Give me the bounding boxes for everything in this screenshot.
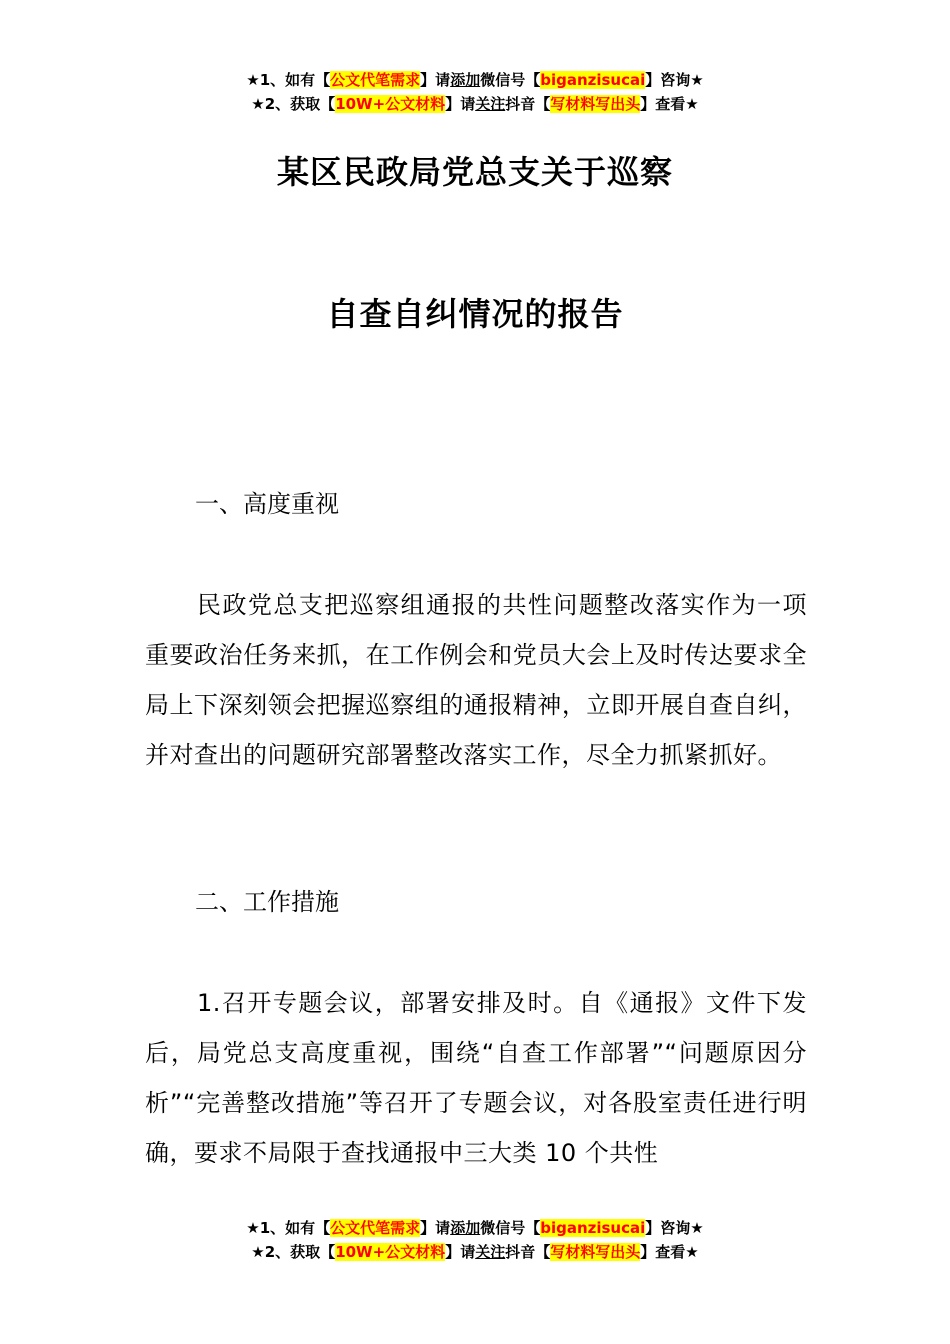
banner-highlight: 公文代笔需求 [330, 71, 421, 89]
banner-text: 】查看★ [640, 95, 699, 113]
banner-text: 抖音【 [505, 95, 551, 113]
banner-text: ★2、获取【 [251, 1243, 336, 1261]
section-paragraph: 民政党总支把巡察组通报的共性问题整改落实作为一项重要政治任务来抓，在工作例会和党员大会上及时传达要求全局上下深刻领会把握巡察组的通报精神，立即开展自查自纠，并对查出的问题研究部署整改落实工作，尽全力抓紧抓好。 [145, 591, 807, 769]
banner-text: 】请 [420, 1219, 451, 1237]
banner-underlined: 关注 [475, 1243, 506, 1261]
banner-line-1 [0, 68, 950, 92]
banner-highlight: biganzisucai [540, 71, 646, 89]
banner-text: 微信号【 [480, 1219, 541, 1237]
banner-text: 】咨询★ [645, 1219, 704, 1237]
banner-text: 】请 [445, 1243, 476, 1261]
banner-underlined: 添加 [450, 1219, 481, 1237]
footer-banner [0, 1216, 950, 1264]
banner-line-2 [0, 92, 950, 116]
banner-highlight: 公文代笔需求 [330, 1219, 421, 1237]
banner-highlight: 10W+公文材料 [335, 1243, 446, 1261]
section-heading: 二、工作措施 [195, 888, 339, 916]
banner-text: ★2、获取【 [251, 95, 336, 113]
document-title-line-1: 某区民政局党总支关于巡察 [276, 153, 673, 191]
banner-highlight: 写材料写出头 [550, 95, 641, 113]
banner-text: 】请 [445, 95, 476, 113]
header-banner [0, 68, 950, 116]
section-paragraph: 1.召开专题会议，部署安排及时。自《通报》文件下发后，局党总支高度重视，围绕“自查工作部署”“问题原因分析”“完善整改措施”等召开了专题会议，对各股室责任进行明确，要求不局限于查找通报中三大类 10 个共性 [145, 989, 807, 1167]
document-title-line-2: 自查自纠情况的报告 [326, 295, 624, 333]
banner-underlined: 添加 [450, 71, 481, 89]
banner-text: 】请 [420, 71, 451, 89]
banner-highlight: 10W+公文材料 [335, 95, 446, 113]
banner-text: 】咨询★ [645, 71, 704, 89]
banner-highlight: biganzisucai [540, 1219, 646, 1237]
banner-text: ★1、如有【 [246, 1219, 331, 1237]
banner-text: 微信号【 [480, 71, 541, 89]
banner-text: 】查看★ [640, 1243, 699, 1261]
banner-text: 抖音【 [505, 1243, 551, 1261]
banner-underlined: 关注 [475, 95, 506, 113]
section-heading: 一、高度重视 [195, 490, 339, 518]
banner-text: ★1、如有【 [246, 71, 331, 89]
banner-highlight: 写材料写出头 [550, 1243, 641, 1261]
banner-line-1 [0, 1216, 950, 1240]
banner-line-2 [0, 1240, 950, 1264]
